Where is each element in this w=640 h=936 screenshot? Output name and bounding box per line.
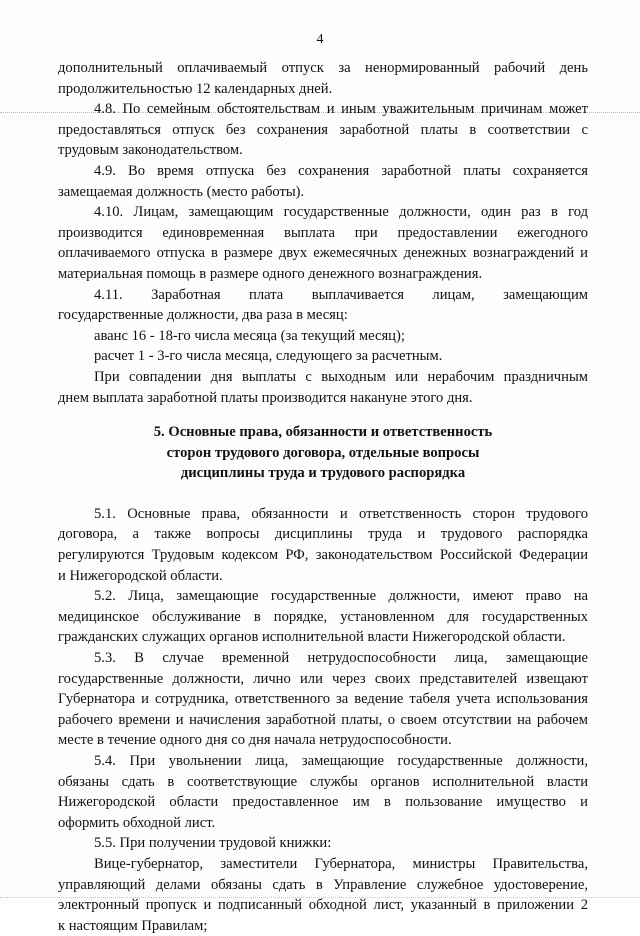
text-line: 4.10. Лицам, замещающим государственные должности, один раз в год: [94, 204, 588, 221]
text-line: днем выплата заработной платы производится накануне этого дня.: [58, 389, 473, 406]
spacer: [58, 408, 588, 422]
text-line: Вице-губернатор, заместители Губернатора, министры Правительства,: [94, 855, 588, 872]
text-line: рабочего времени и начисления заработной платы, о своем отсутствии на рабочем: [58, 711, 588, 728]
section-heading-line: сторон трудового договора, отдельные вопросы: [166, 444, 480, 461]
text-line: договора, а также вопросы дисциплины труда и трудового распорядка: [58, 526, 588, 543]
text-line: оплачиваемого отпуска в размере двух ежемесячных денежных вознаграждений и: [58, 245, 588, 262]
section-heading-line: дисциплины труда и трудового распорядка: [180, 465, 466, 482]
text-line: месте в течение одного дня со дня начала нетрудоспособности.: [58, 732, 452, 749]
text-line: Нижегородской области предоставленное им в пользование имущество и: [58, 794, 588, 811]
text-line: управляющий делами обязаны сдать в Управление служебное удостоверение,: [58, 876, 588, 893]
text-line: медицинское обслуживание в порядке, установленном для государственных: [58, 608, 588, 625]
text-line: Губернатора и сотрудника, ответственного за ведение табеля учета использования: [58, 691, 588, 708]
text-line: электронный пропуск и подписанный обходной лист, указанный в приложении 2: [58, 897, 588, 914]
text-line: 5.1. Основные права, обязанности и ответственность сторон трудового: [94, 505, 588, 522]
page-number: 4: [316, 32, 324, 47]
text-line: предоставляться отпуск без сохранения заработной платы в соответствии с: [58, 121, 588, 138]
text-line: государственные должности, два раза в месяц:: [58, 307, 348, 324]
text-line: производится единовременная выплата при предоставлении ежегодного: [58, 224, 588, 241]
text-line: расчет 1 - 3-го числа месяца, следующего за расчетным.: [94, 348, 443, 365]
text-line: регулируются Трудовым кодексом РФ, законодательством Российской Федерации: [58, 547, 588, 564]
text-line: к настоящим Правилам;: [58, 917, 208, 934]
text-line: замещаемая должность (место работы).: [58, 183, 305, 200]
text-line: гражданских служащих органов исполнительной власти Нижегородской области.: [58, 629, 566, 646]
text-line: 4.9. Во время отпуска без сохранения заработной платы сохраняется: [94, 162, 588, 179]
text-line: 5.3. В случае временной нетрудоспособности лица, замещающие: [94, 650, 588, 667]
text-line: оформить обходной лист.: [58, 814, 216, 831]
text-line: 4.8. По семейным обстоятельствам и иным уважительным причинам может: [94, 101, 588, 118]
scan-bottom-edge: [0, 897, 640, 899]
text-line: 4.11. Заработная плата выплачивается лицам, замещающим: [94, 286, 588, 303]
spacer: [58, 484, 588, 504]
document-body: [58, 58, 588, 936]
text-line: трудовым законодательством.: [58, 142, 243, 159]
text-line: 5.2. Лица, замещающие государственные должности, имеют право на: [94, 588, 588, 605]
text-line: дополнительный оплачиваемый отпуск за ненормированный рабочий день: [58, 60, 588, 76]
text-line: и Нижегородской области.: [58, 567, 223, 584]
text-line: материальная помощь в размере одного денежного вознаграждения.: [58, 265, 483, 282]
text-line: государственные должности, лично или через своих представителей извещают: [58, 670, 588, 687]
text-line: обязаны сдать в соответствующие службы органов исполнительной власти: [58, 773, 588, 790]
section-heading-line: 5. Основные права, обязанности и ответственность: [153, 424, 493, 441]
text-line: аванс 16 - 18-го числа месяца (за текущий месяц);: [94, 327, 405, 344]
text-line: При совпадении дня выплаты с выходным или нерабочим праздничным: [94, 368, 588, 385]
text-line: 5.5. При получении трудовой книжки:: [94, 835, 332, 852]
text-line: продолжительностью 12 календарных дней.: [58, 80, 333, 97]
text-line: 5.4. При увольнении лица, замещающие государственные должности,: [94, 753, 588, 769]
